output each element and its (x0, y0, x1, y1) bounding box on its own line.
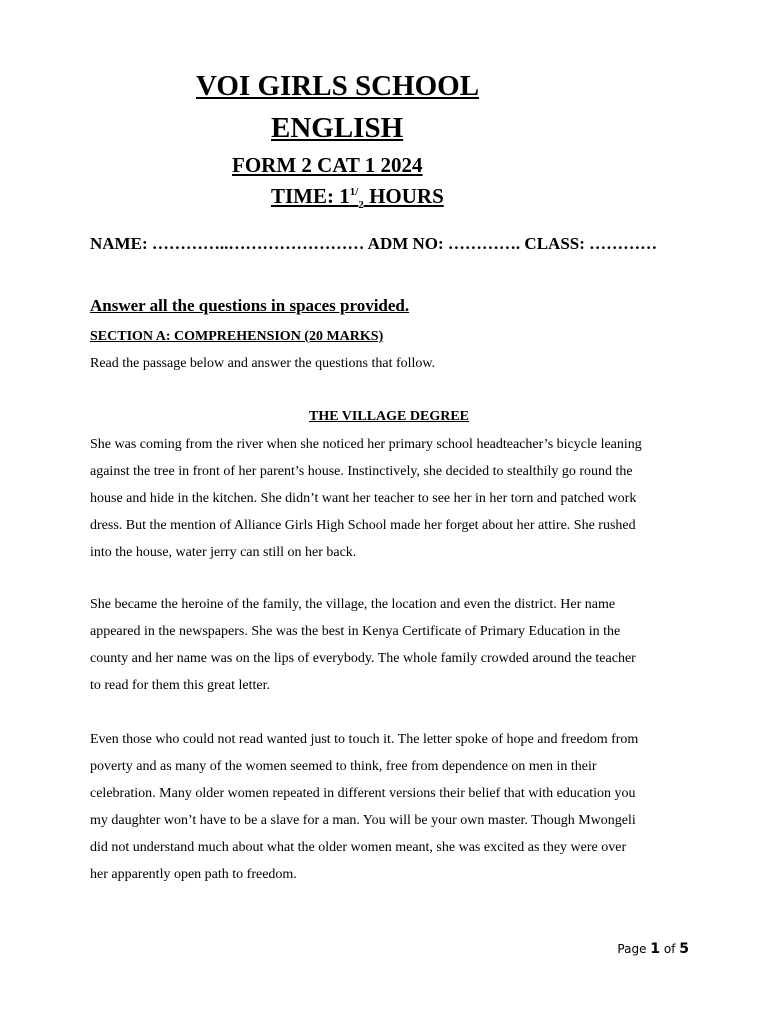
page-current: 1 (650, 941, 661, 957)
passage-line: Even those who could not read wanted just to touch it. The letter spoke of hope and freedom from (90, 732, 639, 747)
passage-line: her apparently open path to freedom. (90, 867, 297, 882)
page-total: 5 (679, 941, 689, 957)
passage-line: county and her name was on the lips of everybody. The whole family crowded around the teacher (90, 651, 636, 666)
passage-line: She became the heroine of the family, the village, the location and even the district. Her name (90, 597, 616, 612)
passage-line: poverty and as many of the women seemed to think, free from dependence on men in their (90, 759, 597, 774)
time-allowed (271, 184, 444, 212)
passage-line: did not understand much about what the older women meant, she was excited as they were over (90, 840, 627, 855)
section-instruction: Read the passage below and answer the questions that follow. (90, 356, 436, 371)
passage-paragraph (90, 431, 690, 566)
page-word: Page (617, 942, 651, 956)
passage-line: into the house, water jerry can still on her back. (90, 545, 357, 560)
of-word: of (660, 942, 680, 956)
passage-line: to read for them this great letter. (90, 678, 270, 693)
passage-paragraph (90, 726, 690, 888)
time-fraction-denominator: 2 (358, 199, 364, 212)
passage-line: house and hide in the kitchen. She didn’t want her teacher to see her in her torn and patched work (90, 491, 637, 506)
passage-title: THE VILLAGE DEGREE (308, 409, 469, 424)
passage-paragraph (90, 591, 690, 699)
page-number (617, 941, 689, 957)
school-name: VOI GIRLS SCHOOL (196, 70, 480, 102)
subject-title: ENGLISH (271, 112, 404, 144)
passage-line: dress. But the mention of Alliance Girls High School made her forget about her attire. She rushed (90, 518, 636, 533)
section-title: SECTION A: COMPREHENSION (20 MARKS) (90, 329, 384, 344)
passage-line: against the tree in front of her parent’s house. Instinctively, she decided to stealthily go round the (90, 464, 633, 479)
time-label: TIME: 1 (271, 184, 350, 208)
passage-line: appeared in the newspapers. She was the best in Kenya Certificate of Primary Education in the (90, 624, 621, 639)
general-instructions: Answer all the questions in spaces provided. (90, 296, 410, 315)
exam-title: FORM 2 CAT 1 2024 (232, 153, 423, 177)
passage-line: my daughter won’t have to be a slave for a man. You will be your own master. Though Mwongeli (90, 813, 636, 828)
student-details-line: NAME: …………..…………………… ADM NO: …………. CLASS: ………… (90, 234, 658, 253)
passage-line: celebration. Many older women repeated in different versions their belief that with education you (90, 786, 636, 801)
time-fraction-numerator: 1/ (349, 186, 359, 198)
passage-line: She was coming from the river when she noticed her primary school headteacher’s bicycle leaning (90, 437, 642, 452)
time-unit: HOURS (363, 184, 444, 208)
